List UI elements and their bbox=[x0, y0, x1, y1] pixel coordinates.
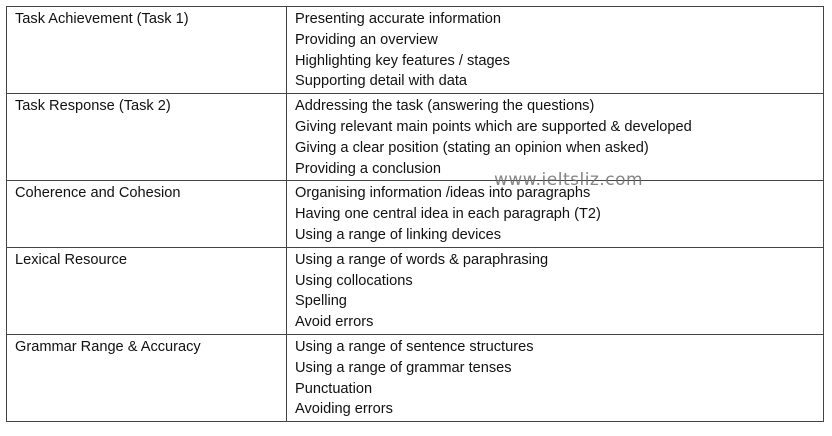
list-item: Using a range of linking devices bbox=[295, 226, 502, 243]
criterion-cell bbox=[7, 181, 287, 247]
criterion-cell bbox=[7, 94, 287, 181]
list-item: Using a range of grammar tenses bbox=[295, 359, 512, 376]
table-row bbox=[7, 247, 824, 334]
criterion-cell bbox=[7, 334, 287, 421]
list-item: Spelling bbox=[295, 293, 347, 310]
list-item: Giving a clear position (stating an opinion when asked) bbox=[295, 139, 649, 156]
list-item: Using collocations bbox=[295, 272, 413, 289]
criterion-label: Task Achievement (Task 1) bbox=[15, 11, 189, 27]
points-cell bbox=[287, 181, 824, 247]
list-item: Supporting detail with data bbox=[295, 73, 467, 90]
list-item: Highlighting key features / stages bbox=[295, 52, 510, 69]
list-item: Avoid errors bbox=[295, 314, 374, 331]
list-item: Addressing the task (answering the questions) bbox=[295, 98, 595, 115]
criterion-label: Grammar Range & Accuracy bbox=[15, 338, 201, 355]
points-cell bbox=[287, 94, 824, 181]
criteria-table-body bbox=[7, 7, 824, 422]
list-item: Avoiding errors bbox=[295, 401, 393, 418]
points-cell bbox=[287, 334, 824, 421]
list-item: Presenting accurate information bbox=[295, 11, 502, 27]
list-item: Giving relevant main points which are supported & developed bbox=[295, 118, 692, 135]
list-item: Providing an overview bbox=[295, 31, 438, 48]
criterion-label: Task Response (Task 2) bbox=[15, 98, 171, 115]
criterion-cell bbox=[7, 7, 287, 94]
list-item: Organising information /ideas into paragraphs bbox=[295, 185, 591, 202]
criterion-cell bbox=[7, 247, 287, 334]
table-row bbox=[7, 181, 824, 247]
table-row bbox=[7, 7, 824, 94]
list-item: Using a range of words & paraphrasing bbox=[295, 251, 549, 268]
criterion-label: Coherence and Cohesion bbox=[15, 185, 181, 202]
table-row bbox=[7, 94, 824, 181]
list-item: Having one central idea in each paragraph (T2) bbox=[295, 206, 601, 223]
criteria-table bbox=[6, 6, 824, 422]
points-cell bbox=[287, 247, 824, 334]
table-row bbox=[7, 334, 824, 421]
criterion-label: Lexical Resource bbox=[15, 251, 127, 268]
points-cell bbox=[287, 7, 824, 94]
list-item: Punctuation bbox=[295, 380, 373, 397]
watermark-text: www.ieltsliz.com bbox=[494, 170, 644, 190]
list-item: Providing a conclusion bbox=[295, 160, 442, 177]
list-item: Using a range of sentence structures bbox=[295, 338, 534, 355]
